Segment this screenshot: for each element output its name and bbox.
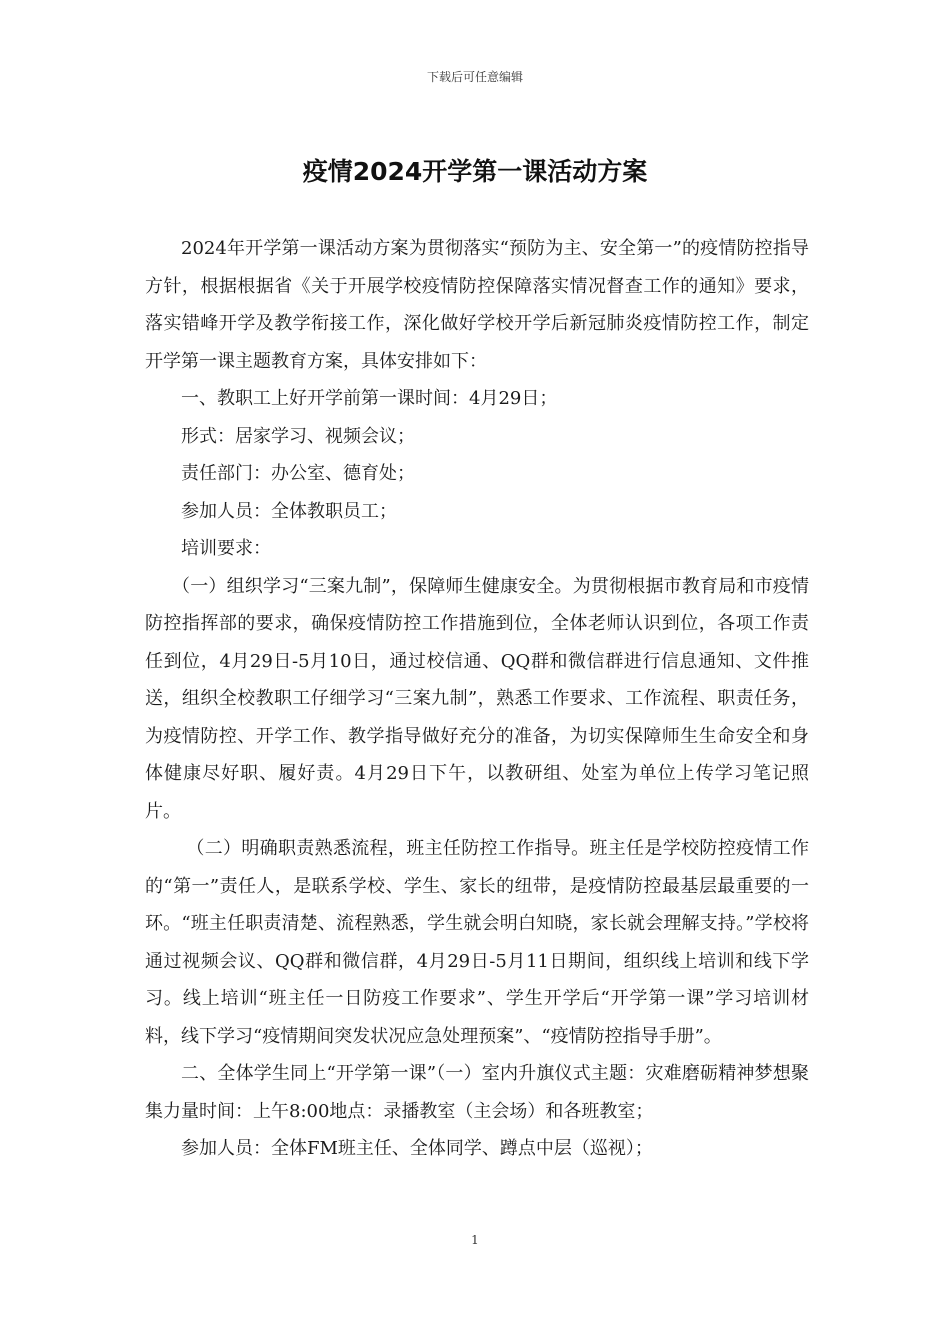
paragraph-item-1: （一）组织学习“三案九制”，保障师生健康安全。为贯彻根据市教育局和市疫情防控指挥部的要求，确保疫情防控工作措施到位，全体老师认识到位，各项工作责任到位，4月29日-5月10日，通过校信通、QQ群和微信群进行信息通知、文件推送，组织全校教职工仔细学习“三案九制”，熟悉工作要求、工作流程、职责任务，为疫情防控、开学工作、教学指导做好充分的准备，为切实保障师生生命安全和身体健康尽好职、履好责。4月29日下午，以教研组、处室为单位上传学习笔记照片。 xyxy=(145,575,809,822)
paragraph-training-requirements: 培训要求： xyxy=(181,538,271,559)
document-title: 疫情2024开学第一课活动方案 xyxy=(302,157,648,186)
paragraph-format: 形式：居家学习、视频会议； xyxy=(181,425,415,447)
paragraph-intro: 2024年开学第一课活动方案为贯彻落实“预防为主、安全第一”的疫情防控指导方针，根据根据省《关于开展学校疫情防控保障落实情况督查工作的通知》要求，落实错峰开学及教学衔接工作，深化做好学校开学后新冠肺炎疫情防控工作，制定开学第一课主题教育方案，具体安排如下： xyxy=(145,238,809,372)
page-number: 1 xyxy=(471,1233,479,1247)
paragraph-participants-2: 参加人员：全体FM班主任、全体同学、蹲点中层（巡视）； xyxy=(181,1138,653,1159)
paragraph-department: 责任部门：办公室、德育处； xyxy=(181,463,415,484)
paragraph-section-2: 二、全体学生同上“开学第一课”（一）室内升旗仪式主题：灾难磨砺精神梦想聚集力量时间：上午8:00地点：录播教室（主会场）和各班教室； xyxy=(145,1063,809,1122)
paragraph-section-1: 一、教职工上好开学前第一课时间：4月29日； xyxy=(181,388,558,409)
document-body xyxy=(145,230,809,1168)
paragraph-item-2: （二）明确职责熟悉流程，班主任防控工作指导。班主任是学校防控疫情工作的“第一”责任人，是联系学校、学生、家长的纽带，是疫情防控最基层最重要的一环。“班主任职责清楚、流程熟悉，学生就会明白知晓，家长就会理解支持。”学校将通过视频会议、QQ群和微信群，4月29日-5月11日期间，组织线上培训和线下学习。线上培训“班主任一日防疫工作要求”、学生开学后“开学第一课”学习培训材料，线下学习“疫情期间突发状况应急处理预案”、“疫情防控指导手册”。 xyxy=(145,838,809,1047)
header-note: 下载后可任意编辑 xyxy=(426,70,523,84)
paragraph-participants: 参加人员：全体教职员工； xyxy=(181,500,397,522)
